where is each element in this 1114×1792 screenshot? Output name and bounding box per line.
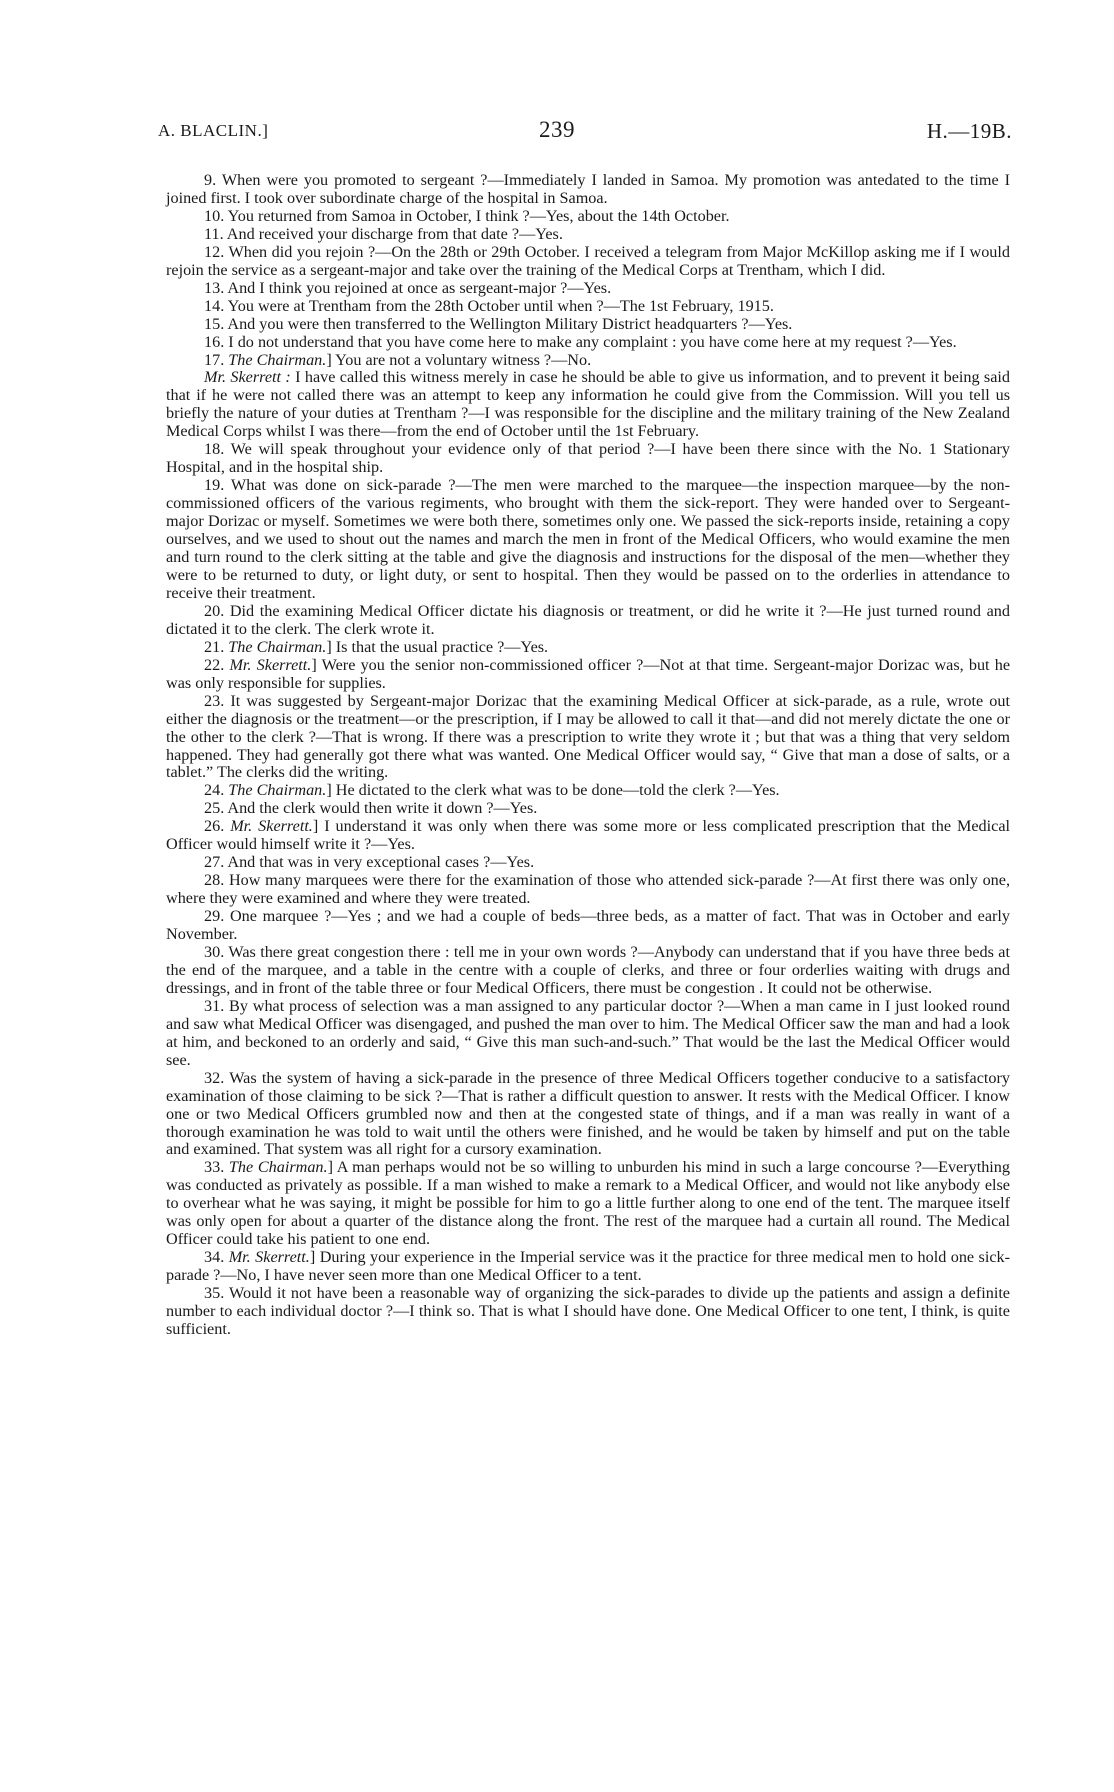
- question-paragraph: [166, 657, 1010, 693]
- speaker-name: The Chairman.: [228, 781, 327, 800]
- question-paragraph: [166, 872, 1010, 908]
- paragraph-text: 11. And received your discharge from that date ?—Yes.: [204, 224, 563, 243]
- question-paragraph: [166, 639, 1010, 657]
- paragraph-text: 35. Would it not have been a reasonable way of organizing the sick-parades to divide up the patients and assign a definite number to each individual doctor ?—I think so. That is what I should have done. One Medical Officer to one tent, I think, is quite sufficient.: [166, 1284, 1010, 1338]
- question-paragraph: [166, 334, 1010, 352]
- question-paragraph: [166, 244, 1010, 280]
- question-paragraph: [166, 693, 1010, 783]
- question-paragraph: [166, 1249, 1010, 1285]
- paragraph-text: 21.: [204, 637, 229, 656]
- question-paragraph: [166, 603, 1010, 639]
- paragraph-text: 34.: [204, 1248, 229, 1267]
- question-paragraph: [166, 1159, 1010, 1249]
- paragraph-text: 30. Was there great congestion there : tell me in your own words ?—Anybody can understand that if you have three beds at the end of the marquee, and a table in the centre with a couple of clerks, and three or four orderlies waiting with drugs and dressings, and in front of the table three or four Medical Officers, there must be congestion . It could not be otherwise.: [166, 942, 1010, 997]
- evidence-body: [166, 172, 1010, 1339]
- question-paragraph: [166, 280, 1010, 298]
- paragraph-text: 32. Was the system of having a sick-parade in the presence of three Medical Officers together conducive to a satisfactory examination of those claiming to be sick ?—That is rather a difficult question to answer. It rests with the Medical Officer. I know one or two Medical Officers grumbled now and then at the congested state of things, and if a man was really in want of a thorough examination he was told to wait until the others were finished, and he would be taken by himself and put on the table and examined. That system was all right for a cursory examination.: [166, 1068, 1010, 1159]
- paragraph-text: 15. And you were then transferred to the Wellington Military District headquarters ?—Yes.: [204, 314, 793, 333]
- document-reference: H.—19B.: [926, 119, 1012, 143]
- paragraph-text-continued: ] Were you the senior non-commissioned officer ?—Not at that time. Sergeant-major Dorizac was, but he was only responsible for supplies.: [166, 655, 1010, 692]
- paragraph-text: 10. You returned from Samoa in October, I think ?—Yes, about the 14th October.: [204, 206, 730, 225]
- paragraph-text: 31. By what process of selection was a man assigned to any particular doctor ?—When a man came in I just looked round and saw what Medical Officer was disengaged, and pushed the man over to him. The Medical Officer saw the man and had a look at him, and beckoned to an orderly and said, “ Give this man such-and-such.” That would be the last the Medical Officer would see.: [166, 996, 1010, 1069]
- paragraph-text-continued: ] Is that the usual practice ?—Yes.: [326, 637, 549, 656]
- paragraph-text: 33.: [204, 1158, 229, 1177]
- paragraph-text: 29. One marquee ?—Yes ; and we had a couple of beds—three beds, as a matter of fact. That was in October and early November.: [166, 907, 1010, 944]
- running-head-witness: A. BLACLIN.]: [158, 121, 269, 140]
- paragraph-text: 12. When did you rejoin ?—On the 28th or 29th October. I received a telegram from Major McKillop asking me if I would rejoin the service as a sergeant-major and take over the training of the Medical Corps at Trentham, which I did.: [166, 242, 1010, 279]
- question-paragraph: [166, 172, 1010, 208]
- question-paragraph: [166, 1285, 1010, 1339]
- paragraph-text: 25. And the clerk would then write it down ?—Yes.: [204, 799, 538, 818]
- paragraph-text: 14. You were at Trentham from the 28th October until when ?—The 1st February, 1915.: [204, 296, 774, 315]
- speaker-name: Mr. Skerrett.: [229, 655, 312, 674]
- paragraph-text: 16. I do not understand that you have come here to make any complaint : you have come here at my request ?—Yes.: [204, 332, 957, 351]
- question-paragraph: [166, 208, 1010, 226]
- paragraph-text: 17.: [204, 350, 229, 369]
- paragraph-text: 26.: [204, 817, 231, 836]
- speaker-name: The Chairman.: [228, 1158, 328, 1177]
- speaker-name: Mr. Skerrett.: [228, 1248, 310, 1267]
- paragraph-text-continued: ] A man perhaps would not be so willing to unburden his mind in such a large concourse ?—Everything was conducted as privately as possible. If a man wished to make a remark to a Medical Officer, and would not like anybody else to overhear what he was saying, it might be possible for him to go a little further along to one end of the tent. The marquee itself was only open for about a quarter of the distance along the front. The rest of the marquee had a curtain all round. The Medical Officer could take his patient to one end.: [166, 1158, 1010, 1249]
- paragraph-text: 23. It was suggested by Sergeant-major Dorizac that the examining Medical Officer at sick-parade, as a rule, wrote out either the diagnosis or the treatment—or the prescription, if I may be allowed to call it that—and did not merely dictate the one or the other to the clerk ?—That is wrong. If there was a prescription to write they wrote it ; but that was a thing that very seldom happened. They had generally got there what was wanted. One Medical Officer would say, “ Give that man a dose of salts, or a tablet.” The clerks did the writing.: [166, 691, 1010, 782]
- question-paragraph: [166, 316, 1010, 334]
- paragraph-text-continued: ] During your experience in the Imperial service was it the practice for three medical men to hold one sick-parade ?—No, I have never seen more than one Medical Officer to a tent.: [166, 1248, 1011, 1285]
- speaker-name: Mr. Skerrett :: [204, 368, 291, 387]
- speaker-name: The Chairman.: [228, 350, 327, 369]
- paragraph-text: 27. And that was in very exceptional cases ?—Yes.: [204, 853, 535, 872]
- question-paragraph: [166, 477, 1010, 603]
- question-paragraph: [166, 369, 1010, 441]
- paragraph-text: 20. Did the examining Medical Officer dictate his diagnosis or treatment, or did he write it ?—He just turned round and dictated it to the clerk. The clerk wrote it.: [166, 601, 1010, 638]
- question-paragraph: [166, 441, 1010, 477]
- question-paragraph: [166, 908, 1010, 944]
- paragraph-text-continued: ] He dictated to the clerk what was to be done—told the clerk ?—Yes.: [326, 781, 780, 800]
- question-paragraph: [166, 944, 1010, 998]
- paragraph-text: 13. And I think you rejoined at once as sergeant-major ?—Yes.: [204, 278, 612, 297]
- paragraph-text: 9. When were you promoted to sergeant ?—Immediately I landed in Samoa. My promotion was antedated to the time I joined first. I took over subordinate charge of the hospital in Samoa.: [166, 171, 1010, 207]
- question-paragraph: [166, 352, 1010, 370]
- speaker-name: Mr. Skerrett.: [230, 817, 313, 836]
- paragraph-text-continued: ] You are not a voluntary witness ?—No.: [326, 350, 592, 369]
- paragraph-text: 24.: [204, 781, 229, 800]
- paragraph-text-continued: I have called this witness merely in case he should be able to give us information, and to prevent it being said that if he were not called there was an attempt to keep any information he could give from the Commission. Will you tell us briefly the nature of your duties at Trentham ?—I was responsible for the discipline and the military training of the New Zealand Medical Corps whilst I was there—from the end of October until the 1st February.: [166, 368, 1010, 441]
- question-paragraph: [166, 1070, 1010, 1160]
- question-paragraph: [166, 854, 1010, 872]
- question-paragraph: [166, 800, 1010, 818]
- question-paragraph: [166, 818, 1010, 854]
- question-paragraph: [166, 782, 1010, 800]
- paragraph-text: 18. We will speak throughout your evidence only of that period ?—I have been there since with the No. 1 Stationary Hospital, and in the hospital ship.: [166, 440, 1010, 477]
- speaker-name: The Chairman.: [228, 637, 327, 656]
- page-number: 239: [539, 117, 575, 142]
- question-paragraph: [166, 998, 1010, 1070]
- paragraph-text-continued: ] I understand it was only when there was some more or less complicated prescription that the Medical Officer would himself write it ?—Yes.: [166, 817, 1010, 854]
- question-paragraph: [166, 298, 1010, 316]
- paragraph-text: 19. What was done on sick-parade ?—The men were marched to the marquee—the inspection marquee—by the non-commissioned officers of the various regiments, who brought with them the sick-report. They were handed over to Sergeant-major Dorizac or myself. Sometimes we were both there, sometimes only one. We passed the sick-reports inside, retaining a copy ourselves, and we used to shout out the names and march the men in front of the Medical Officers, who would examine the men and turn round to the clerk sitting at the table and give the diagnosis and instructions for the disposal of the men—whether they were to be returned to duty, or light duty, or sent to hospital. Then they would be passed on to the orderlies in attendance to receive their treatment.: [166, 476, 1010, 602]
- paragraph-text: 28. How many marquees were there for the examination of those who attended sick-parade ?—At first there was only one, where they were examined and where they were treated.: [166, 871, 1010, 908]
- question-paragraph: [166, 226, 1010, 244]
- paragraph-text: 22.: [204, 655, 230, 674]
